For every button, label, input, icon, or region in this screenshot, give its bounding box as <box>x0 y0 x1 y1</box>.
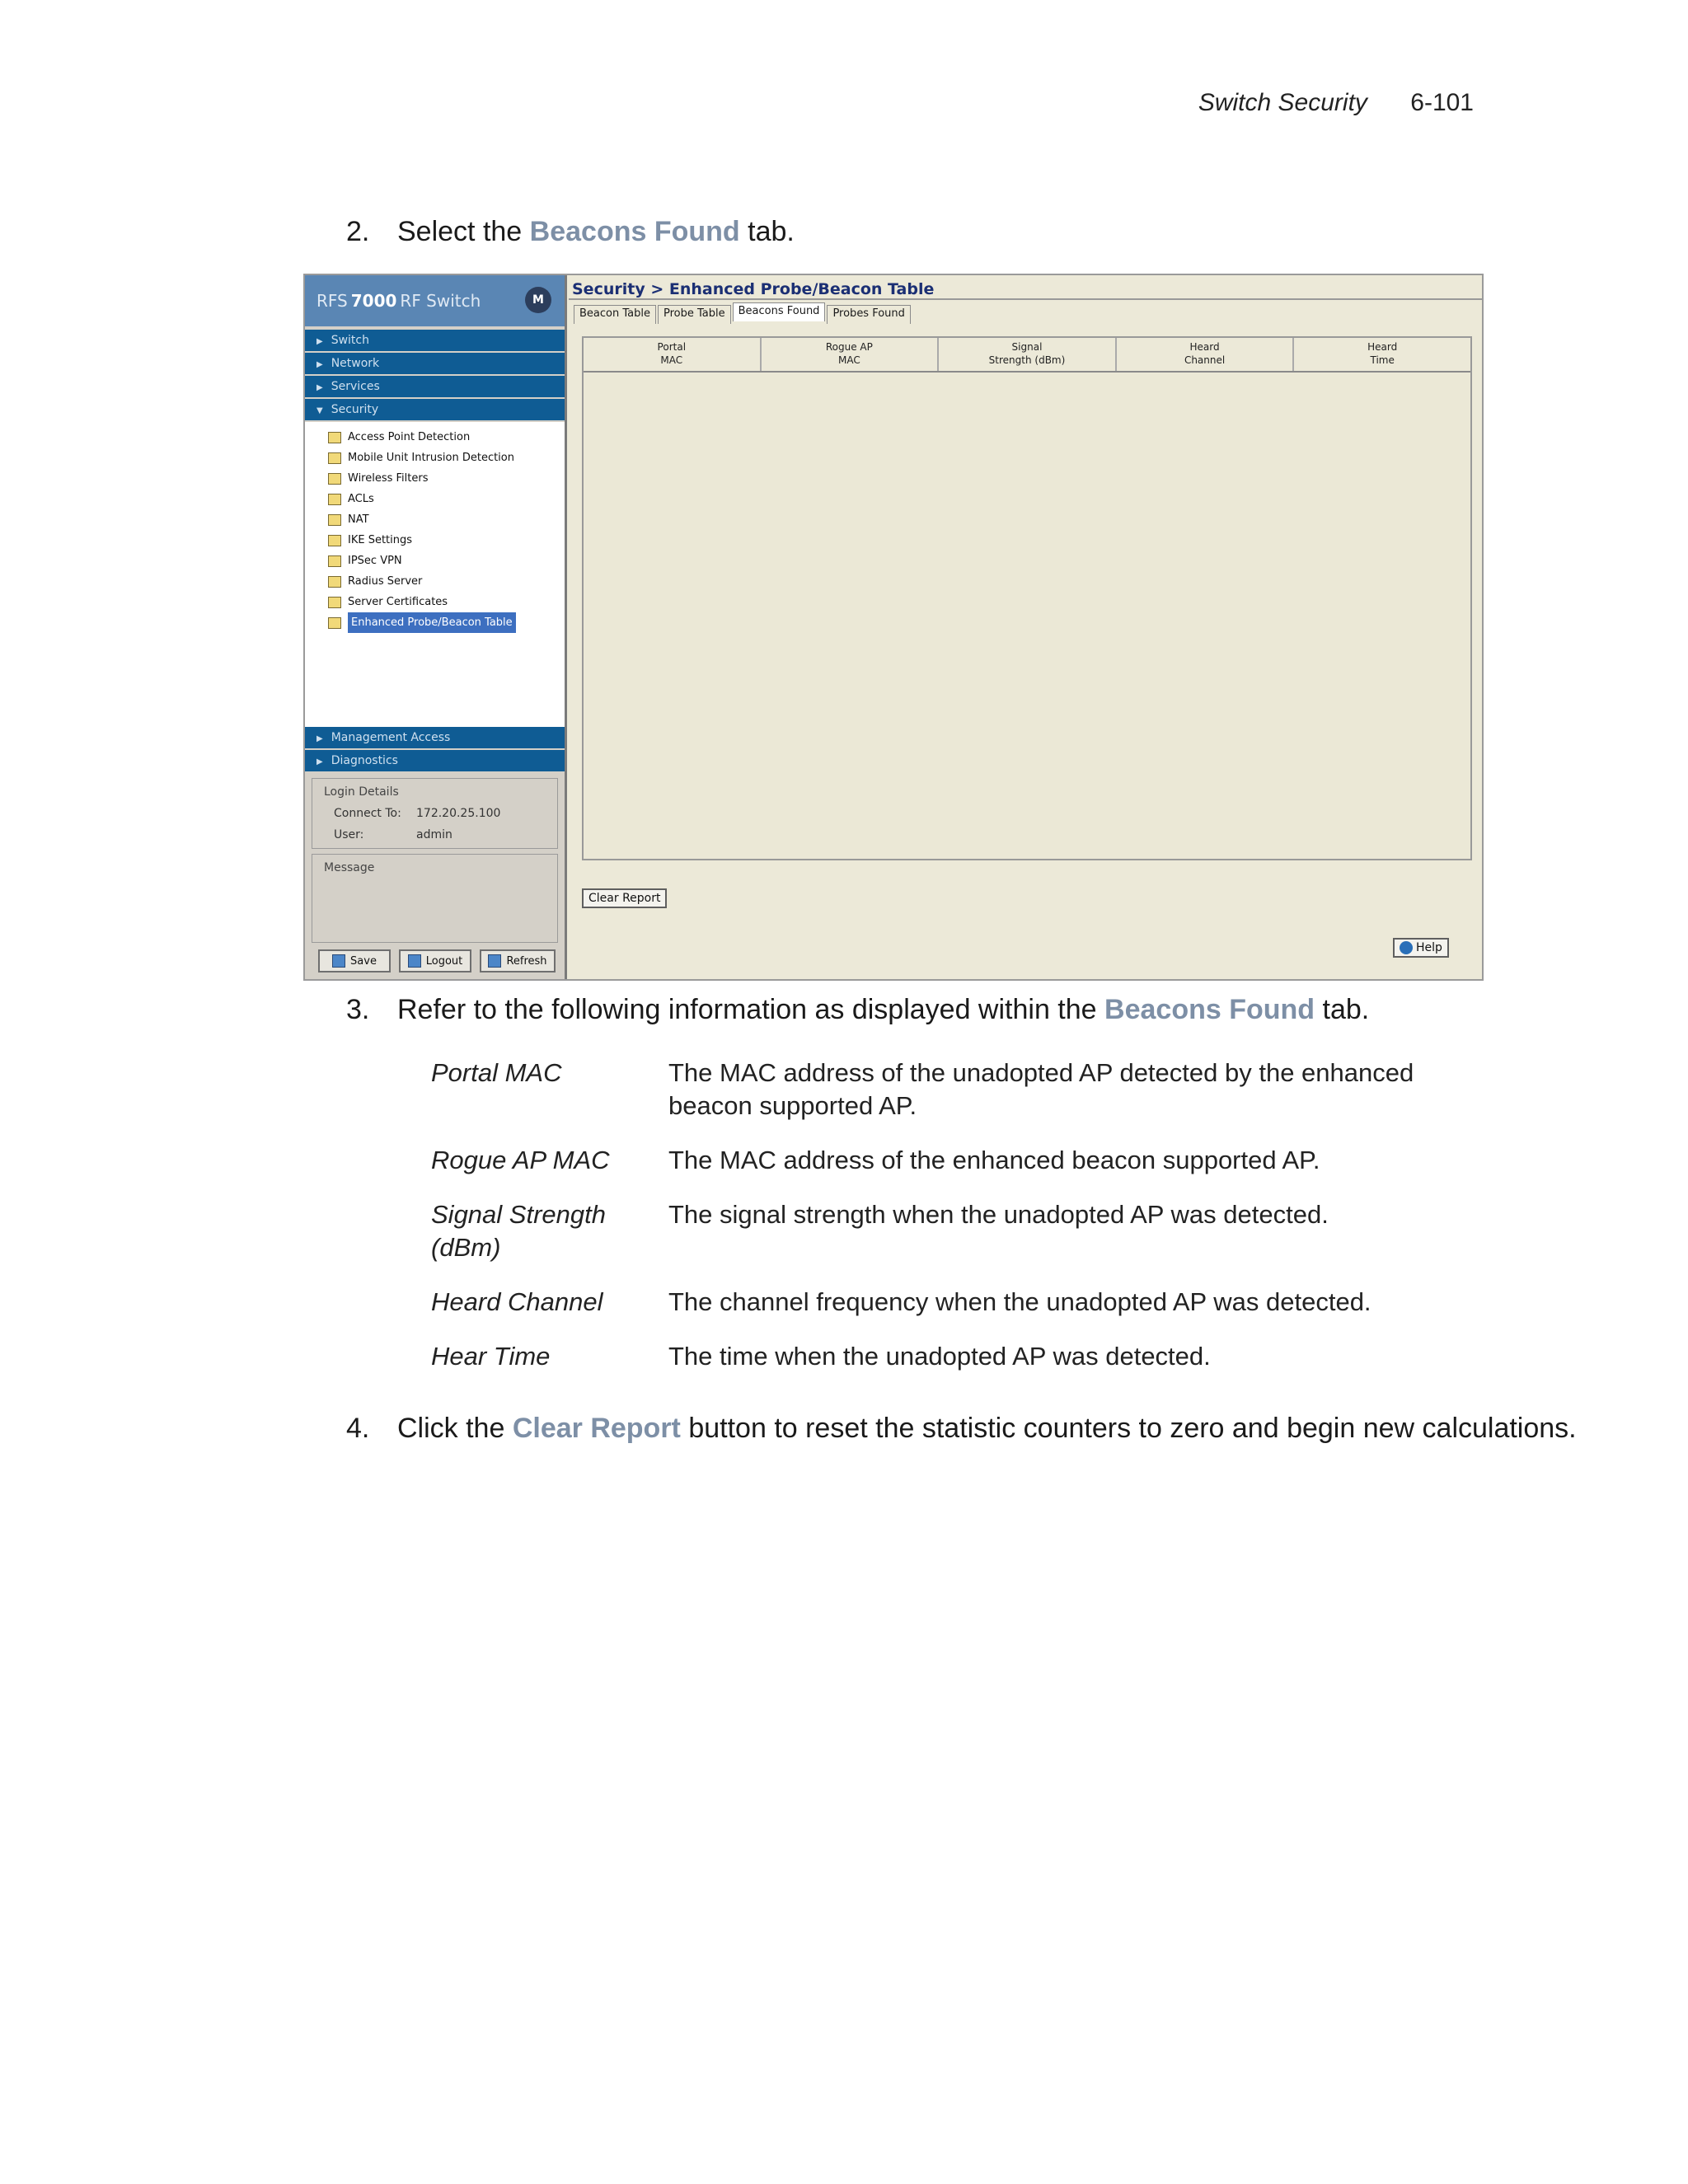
refresh-label: Refresh <box>506 954 547 968</box>
tree-item-label: IPSec VPN <box>348 555 402 567</box>
nav-item-label: Diagnostics <box>331 754 398 767</box>
tree-node-icon <box>328 535 341 546</box>
tree-item-label: NAT <box>348 513 369 526</box>
step-number: 4. <box>346 1413 370 1444</box>
expand-arrow-icon: ▶ <box>316 383 323 392</box>
tab-probes-found[interactable]: Probes Found <box>827 305 910 324</box>
definition-description: The channel frequency when the unadopted AP was detected. <box>668 1287 1372 1316</box>
step-2 <box>346 216 795 248</box>
step-text: button to reset the statistic counters to zero and begin new calculations. <box>680 1413 1577 1444</box>
message-box <box>312 854 558 943</box>
sidebar <box>305 275 567 981</box>
column-header-line: Signal <box>1011 341 1043 353</box>
step-4 <box>346 1413 1577 1445</box>
tree-item[interactable] <box>305 551 565 571</box>
beacons-found-table <box>582 336 1472 860</box>
step-text: tab. <box>1315 994 1370 1025</box>
ui-screenshot <box>303 274 1484 981</box>
nav-item-services[interactable] <box>305 376 565 399</box>
tree-item-label: Server Certificates <box>348 596 448 608</box>
column-header-line: Rogue AP <box>825 341 873 353</box>
step-text: Refer to the following information as displayed within the <box>397 994 1105 1025</box>
brand-model: 7000 <box>350 291 397 311</box>
tree-item[interactable] <box>305 448 565 468</box>
tree-item[interactable] <box>305 530 565 551</box>
logout-icon <box>408 954 421 968</box>
security-tree <box>305 422 565 694</box>
tree-item[interactable] <box>305 509 565 530</box>
tree-item-label: IKE Settings <box>348 534 413 546</box>
definition-term: Portal MAC <box>431 1058 562 1087</box>
definition-description: The signal strength when the unadopted AP was detected. <box>668 1200 1329 1229</box>
step-number: 2. <box>346 216 370 247</box>
nav-item-management-access[interactable] <box>305 727 565 750</box>
definition-list <box>431 1057 1461 1394</box>
help-icon <box>1400 941 1413 954</box>
column-header-line: Strength (dBm) <box>988 354 1066 366</box>
definition-description: The MAC address of the unadopted AP detected by the enhanced beacon supported AP. <box>668 1058 1414 1120</box>
definition-term: Heard Channel <box>431 1287 603 1316</box>
save-button[interactable] <box>318 949 391 972</box>
tree-node-icon <box>328 494 341 505</box>
tree-item[interactable] <box>305 468 565 489</box>
connect-label: Connect To: <box>334 807 401 820</box>
nav-item-label: Network <box>331 357 380 370</box>
page-header <box>1198 89 1474 117</box>
breadcrumb: Security > Enhanced Probe/Beacon Table <box>569 275 1482 300</box>
tree-node-icon <box>328 452 341 464</box>
tree-item-label: Radius Server <box>348 575 423 588</box>
refresh-icon <box>488 954 501 968</box>
tab-beacon-table[interactable]: Beacon Table <box>574 305 656 324</box>
definition-term: Hear Time <box>431 1342 551 1371</box>
column-header[interactable] <box>584 338 762 371</box>
tree-node-icon <box>328 555 341 567</box>
definition-row <box>431 1144 1461 1177</box>
column-header[interactable] <box>939 338 1117 371</box>
help-button[interactable] <box>1393 938 1449 958</box>
definition-row <box>431 1340 1461 1373</box>
tree-item-label: Enhanced Probe/Beacon Table <box>348 612 516 633</box>
definition-row <box>431 1198 1461 1264</box>
section-title: Switch Security <box>1198 89 1367 116</box>
tree-item[interactable] <box>305 612 565 633</box>
save-icon <box>332 954 345 968</box>
nav-item-label: Management Access <box>331 731 451 744</box>
nav-item-security[interactable] <box>305 399 565 422</box>
main-panel <box>569 275 1482 979</box>
save-label: Save <box>350 954 377 968</box>
column-header[interactable] <box>1294 338 1470 371</box>
definition-term: Signal Strength (dBm) <box>431 1200 606 1262</box>
column-header-line: MAC <box>838 354 860 366</box>
tree-item-label: Mobile Unit Intrusion Detection <box>348 452 514 464</box>
user-value: admin <box>416 828 452 841</box>
connect-value: 172.20.25.100 <box>416 807 501 820</box>
tree-node-icon <box>328 473 341 485</box>
nav-item-switch[interactable] <box>305 330 565 353</box>
step-keyword: Clear Report <box>512 1413 681 1444</box>
column-header-line: Time <box>1370 354 1395 366</box>
tree-node-icon <box>328 617 341 629</box>
column-header-line: Portal <box>657 341 687 353</box>
column-header-line: Heard <box>1367 341 1398 353</box>
step-3 <box>346 994 1369 1026</box>
step-keyword: Beacons Found <box>529 216 740 247</box>
tree-item[interactable] <box>305 427 565 448</box>
clear-report-button[interactable]: Clear Report <box>582 888 667 908</box>
step-text: tab. <box>739 216 795 247</box>
nav-item-label: Services <box>331 380 380 393</box>
login-legend: Login Details <box>321 785 402 799</box>
logout-label: Logout <box>425 954 463 968</box>
step-number: 3. <box>346 994 370 1025</box>
expand-arrow-icon: ▶ <box>316 734 323 743</box>
column-header-line: Channel <box>1184 354 1226 366</box>
brand-prefix: RFS <box>316 291 348 311</box>
step-text: Click the <box>397 1413 513 1444</box>
message-legend: Message <box>321 861 377 874</box>
definition-description: The time when the unadopted AP was detected. <box>668 1342 1211 1371</box>
column-header-line: Heard <box>1189 341 1220 353</box>
nav-item-label: Switch <box>331 334 369 347</box>
definition-row <box>431 1057 1461 1122</box>
table-header <box>584 338 1470 373</box>
step-keyword: Beacons Found <box>1104 994 1315 1025</box>
step-text: Select the <box>397 216 530 247</box>
nav-item-label: Security <box>331 403 379 416</box>
refresh-button[interactable] <box>480 949 556 972</box>
tree-item-label: Access Point Detection <box>348 431 471 443</box>
user-label: User: <box>334 828 364 841</box>
tab-beacons-found[interactable]: Beacons Found <box>733 302 826 321</box>
tree-item-label: Wireless Filters <box>348 472 429 485</box>
expand-arrow-icon: ▶ <box>316 360 323 369</box>
login-details <box>312 778 558 849</box>
column-header[interactable] <box>1117 338 1295 371</box>
page-number: 6-101 <box>1410 89 1474 116</box>
tab-bar <box>569 300 1482 324</box>
column-header[interactable] <box>762 338 940 371</box>
tree-item[interactable] <box>305 592 565 612</box>
tree-item[interactable] <box>305 489 565 509</box>
help-label: Help <box>1416 941 1442 954</box>
motorola-logo-icon: M <box>525 287 551 313</box>
definition-description: The MAC address of the enhanced beacon supported AP. <box>668 1146 1320 1174</box>
tree-node-icon <box>328 576 341 588</box>
expand-arrow-icon: ▼ <box>316 406 323 415</box>
tree-node-icon <box>328 514 341 526</box>
column-header-line: MAC <box>660 354 683 366</box>
definition-row <box>431 1286 1461 1319</box>
logout-button[interactable] <box>399 949 471 972</box>
expand-arrow-icon: ▶ <box>316 337 323 346</box>
tab-probe-table[interactable]: Probe Table <box>658 305 731 324</box>
expand-arrow-icon: ▶ <box>316 757 323 766</box>
tree-item-label: ACLs <box>348 493 374 505</box>
tree-node-icon <box>328 432 341 443</box>
brand-suffix: RF Switch <box>400 291 481 311</box>
brand-bar <box>305 275 565 326</box>
tree-node-icon <box>328 597 341 608</box>
tree-item[interactable] <box>305 571 565 592</box>
nav-item-network[interactable] <box>305 353 565 376</box>
nav-item-diagnostics[interactable] <box>305 750 565 773</box>
definition-term: Rogue AP MAC <box>431 1146 610 1174</box>
